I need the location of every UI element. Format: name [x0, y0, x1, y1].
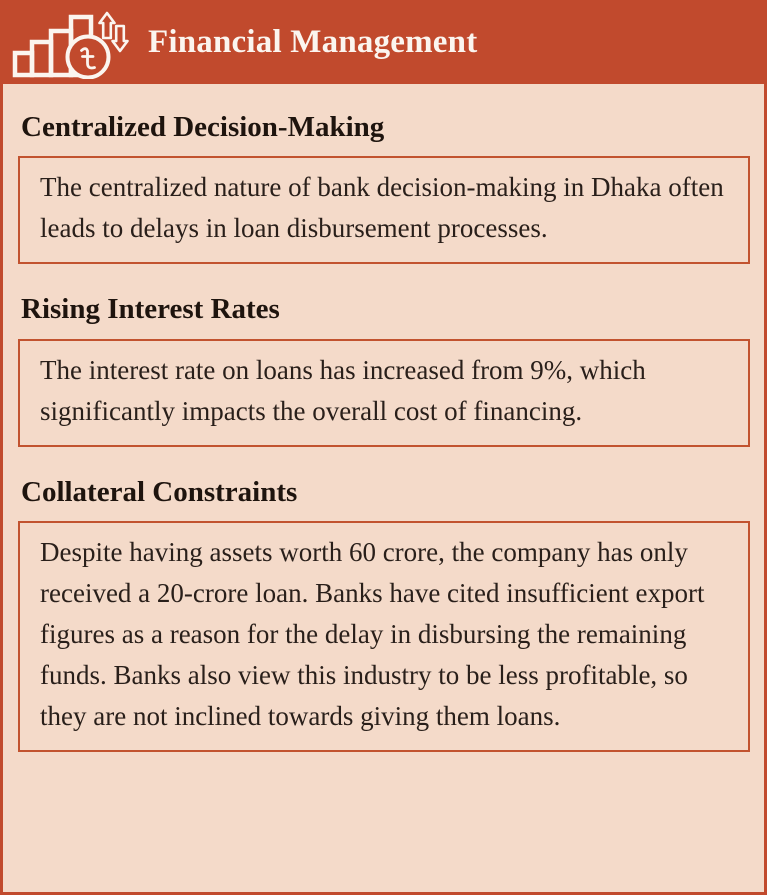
section-collateral-constraints — [18, 476, 750, 752]
text-box-collateral-constraints — [18, 521, 750, 752]
text-box-centralized-decision-making — [18, 156, 750, 264]
section-heading-rising-interest-rates: Rising Interest Rates — [21, 293, 280, 326]
section-rising-interest-rates — [18, 293, 750, 446]
section-body-text: The centralized nature of bank decision-making in Dhaka often leads to delays in loan disbursement processes. — [40, 172, 724, 244]
header-bar — [0, 0, 767, 84]
page-title: Financial Management — [148, 23, 478, 60]
section-body-text: Despite having assets worth 60 crore, the company has only received a 20-crore loan. Banks have cited insufficient export figures as a reason for the delay in disbursing the remaining funds. Banks also view this industry to be less profitable, so they are not inclined towards giving them loans. — [40, 537, 705, 732]
section-heading-centralized-decision-making: Centralized Decision-Making — [21, 111, 385, 143]
bar-chart-taka-icon — [8, 5, 134, 79]
content-area — [3, 84, 764, 892]
section-body-text: The interest rate on loans has increased from 9%, which significantly impacts the overall cost of financing. — [40, 354, 646, 426]
section-centralized-decision-making — [18, 111, 750, 264]
text-box-rising-interest-rates — [18, 339, 750, 447]
section-heading-collateral-constraints: Collateral Constraints — [21, 475, 298, 508]
